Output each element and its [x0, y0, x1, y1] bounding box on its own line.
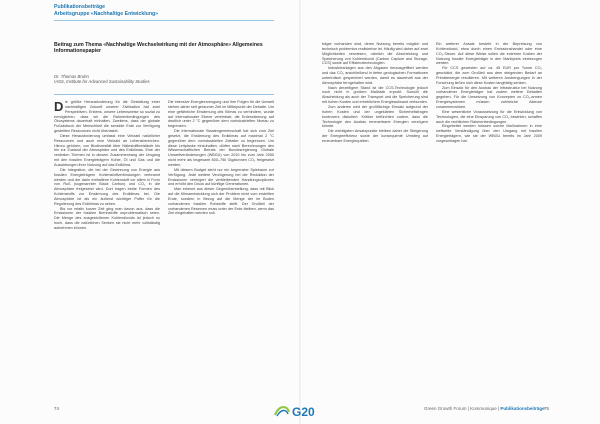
paragraph: Zum Einsatz für den Ausbau der Infrastruktur bei Nutzung vorhandener Energieträger hat zudem weitere Debatten gegeben. Für die Umsetzung von Konzepten zu CO₂-armen Energiesystemen müssen zahlreiche Akteure zusammenwirken. — [436, 85, 542, 109]
g20-logo — [271, 403, 329, 419]
author-block — [54, 74, 274, 85]
paragraph: Bis vor relativ kurzer Zeit ging man davon aus, dass die Emissionen der fossilen Brennstoffe unproblematisch seien. Die Menge des ausgestoßenen Kohlendioxids ist jedoch so hoch, dass die natürlichen Senken sie nicht mehr vollständig aufnehmen können. — [54, 206, 160, 230]
paragraph: Eingebettet werden müssen solche Maßnahmen in eine weltweite Verständigung über den Umgang mit fossilen Energieträgern, wie sie der WBGU bereits im Jahr 2009 vorgeschlagen hat. — [436, 124, 542, 143]
paragraph: Mit diesem Budget steht nur ein begrenzter Spielraum zur Verfügung. Jede weitere Verzögerung bei der Reduktion der Emissionen verringert die verbleibenden Handlungsoptionen und erhöht den Druck auf künftige Generationen. — [168, 167, 274, 187]
author-name: Dr. Thomas Bruhn — [54, 74, 89, 79]
paragraph: Für CCS gesetzten auf ca. 45 EUR pro Tonne CO₂ geschätzt, die zum Großteil aus dem steigenden Bedarf an Primärenergie resultieren. Mit weiteren Anstrengungen in der Forschung ließen sich diese Kosten langfristig senken. — [436, 66, 542, 85]
paragraph: Die größte Herausforderung für die Gestaltung einer nachhaltigen Zukunft unserer Zivilisation hat zwei Perspektiven. Erstens, unsere Lebensweise so sozial zu ermöglichen, dass wir die Rahmenbedingungen des Ökosystems dauerhaft einhalten. Zweitens, dass der globale Fußabdruck der Menschheit die sensible Erde zur Verfügung gestellten Ressourcen nicht überlastet. — [54, 100, 160, 134]
paragraph: Zum anderen wird der großflächige Einsatz aufgrund der hohen Kosten und der ungeklärten Sicherheitsfragen kontrovers diskutiert. Kritiker befürchten zudem, dass die Technologie den Ausbau erneuerbarer Energien verzögern könnte. — [322, 104, 428, 129]
paragraph: Die wichtigsten Ansatzpunkte bleiben daher die Steigerung der Energieeffizienz sowie der konsequente Umstieg auf erneuerbare Energiequellen. — [322, 129, 428, 143]
page-number-left: 74 — [54, 406, 60, 411]
paragraph: Ein weiterer Ansatz besteht in der Bepreisung von Kohlendioxid, etwa durch einen Emissionshandel oder eine CO₂-Steuer. Auf diese Weise sollen die externen Kosten der Nutzung fossiler Energieträger in den Marktpreis einbezogen werden. — [436, 42, 542, 66]
drop-cap: D — [54, 100, 64, 114]
paragraph: Die internationale Staatengemeinschaft hat sich zum Ziel gesetzt, die Erwärmung des Erdklimas auf maximal 2 °C gegenüber dem vorindustriellen Zeitalter zu begrenzen. Um diese Leitplanke einzuhalten, dürfen nach Berechnungen des Wissenschaftlichen Beirats der Bundesregierung Globale Umweltveränderungen (WBGU) von 2010 bis zum Jahr 2050 nicht mehr als insgesamt 600–750 Gigatonnen CO₂ freigesetzt werden. — [168, 129, 274, 167]
paragraph: Diese Herausforderung umfasst eine Vielzahl natürlicher Ressourcen und auch eine Vielzahl an Lebensbereichen. Hierzu gehören, von Biodiversität über Nährstoffkreisläufe bis hin zur Zustand der Atmosphäre und des Erdklimas. Eine der zentralen Themen ist in diesem Zusammenhang der Umgang mit den fossilen Energieträgern Kohle, Öl und Gas und die Auswirkungen ihrer Nutzung auf das Erdklima. — [54, 133, 160, 167]
footer-prefix: Green Growth Forum | Kommunique | — [424, 406, 500, 411]
article-title: Beitrag zum Thema «Nachhaltige Wechselwirkung mit der Atmosphäre» Allgemeines Informationspapier — [54, 42, 263, 55]
right-column-1 — [322, 42, 428, 396]
running-footer — [424, 406, 545, 411]
footer-section: Publikationsbeiträge — [500, 406, 545, 411]
page-number-right: 75 — [544, 406, 550, 411]
paragraph: Die intensive Energieerzeugung und ihre Folgen für die Umwelt stehen daher seit geraumer Zeit im Mittelpunkt der Debatte. Um eine gefährliche Erwärmung des Klimas zu verhindern, wurde auf internationaler Ebene vereinbart, die Erderwärmung auf deutlich unter 2 °C gegenüber dem vorindustriellen Niveau zu begrenzen. — [168, 100, 274, 129]
kicker-line-2: Arbeitsgruppe «Nachhaltige Entwicklung» — [54, 11, 159, 17]
kicker-line-1: Publikationsbeiträge — [54, 4, 106, 10]
logo-text: G20 — [292, 405, 315, 419]
author-affiliation: IASS, Institute for Advanced Sustainability Studies — [54, 79, 150, 85]
section-kicker — [54, 4, 158, 18]
page-gutter — [299, 0, 301, 424]
left-column-1 — [54, 100, 160, 396]
paragraph: Eine wesentliche Voraussetzung für die Entwicklung von Technologien, die eine Einsparung von CO₂ bewirken, schaffen auch die rechtlichen Rahmenbedingungen. — [436, 109, 542, 124]
paragraph: Industrieanlagen aus den Abgasen herausgefiltert werden und das CO₂ anschließend in tiefen geologischen Formationen unterirdisch gespeichert werden, damit es dauerhaft aus der Atmosphäre ferngehalten wird. — [322, 66, 428, 85]
divider-top — [54, 20, 274, 21]
paragraph: Die Integration, die bei der Gewinnung von Energie aus fossilen Energieträgern Kohlenstoffverbindungen verbrannt werden und der darin enthaltene Kohlenstoff vor allem in Form von Ruß (sogenannter Black Carbon) und CO₂ in die Atmosphäre freigesetzt wird. Dort tragen beide Formen des Kohlenstoffs zur Erwärmung des Erdklimas bei. Die Atmosphäre ist als ein äußerst wichtiger Puffer für die Regulierung des Erdklimas zu sehen. — [54, 167, 160, 206]
right-column-2 — [436, 42, 542, 396]
paragraph: träger vorhanden sind, deren Nutzung bereits möglich und technisch problemlos realisierbar ist. Häufig wird daher auf zwei Möglichkeiten verwiesen, nämlich die Abscheidung und Speicherung von Kohlendioxid (Carbon Capture and Storage, CCS) sowie auf Effizienztechnologien. — [322, 42, 428, 66]
divider-author — [54, 94, 274, 95]
paragraph: Nach derzeitigem Stand ist die CCS-Technologie jedoch noch nicht in großem Maßstab erprobt. Sowohl die Abscheidung als auch der Transport und die Speicherung sind mit hohen Kosten und erheblichem Energieaufwand verbunden. — [322, 85, 428, 105]
paragraph: Man erkennt aus dieser Gegenüberstellung, dass mit Blick auf die Klimaentwicklung sich der Problem nicht vom erstellten Ende, sondern in Bezug auf die Menge der im Boden vorhandenen fossilen Rohstoffe stellt. Der Großteil der vorhandenen Reserven muss unter der Erde bleiben, wenn das Ziel eingehalten werden soll. — [168, 187, 274, 216]
left-column-2 — [168, 100, 274, 396]
